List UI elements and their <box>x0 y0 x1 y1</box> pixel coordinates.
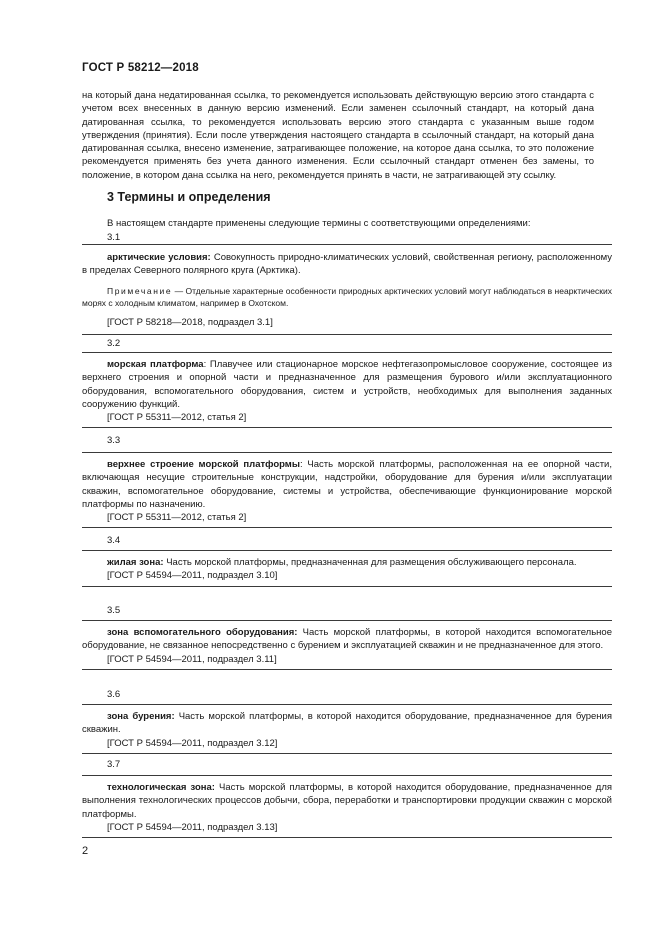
term-source: [ГОСТ Р 54594—2011, подраздел 3.13] <box>107 821 278 833</box>
term-name: морская платформа <box>107 359 204 370</box>
intro-paragraph: на который дана недатированная ссылка, то рекомендуется использовать действующую версию этого стандарта с учетом всех внесенных в данную версию изменений. Если заменен ссылочный стандарт, на который дана датированная ссылка, то рекомендуется использовать версию этого стандарта с указанным выше годом утверждения (принятия). Если после утверждения настоящего стандарта в ссылочный стандарт, на который дана датированная ссылка, внесено изменение, затрагивающее положение, на которое дана ссылка, то это положение рекомендуется применять без учета данного изменения. Если ссылочный стандарт отменен без замены, то положение, в котором дана ссылка на него, рекомендуется принять в части, не затрагивающей эту ссылку. <box>82 90 594 181</box>
term-number: 3.5 <box>107 605 121 616</box>
note-text: — Отдельные характерные особенности природных арктических условий могут наблюдаться в неарктических морях с холодным климатом, например в Охотском. <box>82 285 612 308</box>
section-title: 3 Термины и определения <box>107 190 271 204</box>
term-entry <box>82 620 612 670</box>
term-name: арктические условия: <box>107 252 211 263</box>
term-source: [ГОСТ Р 54594—2011, подраздел 3.11] <box>107 653 277 665</box>
term-number: 3.2 <box>107 338 121 349</box>
term-definition <box>82 358 612 411</box>
term-source: [ГОСТ Р 54594—2011, подраздел 3.12] <box>107 737 278 749</box>
term-number: 3.1 <box>107 232 121 243</box>
note-label: Примечание <box>107 285 173 296</box>
term-name: зона вспомогательного оборудования: <box>107 627 298 638</box>
term-definition <box>82 626 612 653</box>
section-intro: В настоящем стандарте применены следующие термины с соответствующими определениями: <box>107 218 531 229</box>
term-definition-text: Часть морской платформы, предназначенная для размещения обслуживающего персонала. <box>163 557 577 568</box>
term-entry <box>82 352 612 428</box>
term-number: 3.6 <box>107 689 121 700</box>
term-definition-text: : Плавучее или стационарное морское нефтегазопромысловое сооружение, состоящее из верхнего строения и опорной части и предназначенное для размещения бурового и/или эксплуатационного оборудования, вспомогательного оборудования, систем и устройств, необходимых для выполнения заданных сооружению функций. <box>82 359 613 410</box>
page-number: 2 <box>82 845 89 857</box>
term-note <box>82 285 612 309</box>
term-definition-text: Часть морской платформы, в которой находится вспомогательное оборудование, не связанное непосредственно с бурением и эксплуатацией скважин и не предназначенное для этого. <box>82 627 612 652</box>
term-source: [ГОСТ Р 55311—2012, статья 2] <box>107 412 247 424</box>
term-entry <box>82 775 612 838</box>
term-definition <box>82 251 612 278</box>
term-definition <box>82 458 612 511</box>
term-name: технологическая зона: <box>107 782 215 793</box>
document-header: ГОСТ Р 58212—2018 <box>82 62 199 74</box>
term-number: 3.3 <box>107 435 121 446</box>
term-source: [ГОСТ Р 54594—2011, подраздел 3.10] <box>107 570 278 582</box>
term-definition <box>82 781 612 821</box>
term-name: жилая зона: <box>107 557 164 568</box>
term-source: [ГОСТ Р 55311—2012, статья 2] <box>107 512 247 524</box>
term-entry <box>82 244 612 335</box>
term-definition-text: Часть морской платформы, в которой находится оборудование, предназначенное для бурения скважин. <box>82 711 612 736</box>
term-definition-text: : Часть морской платформы, расположенная на ее опорной части, включающая несущие строительные конструкции, надстройки, оборудование для бурения и/или эксплуатации скважин, вспомогательное оборудование, системы и устройства, обеспечивающие функционирование морской платформы по назначению. <box>82 459 613 510</box>
term-number: 3.7 <box>107 759 121 770</box>
term-number: 3.4 <box>107 535 121 546</box>
term-definition-text: Часть морской платформы, в которой находится оборудование, предназначенное для выполнения технологических процессов добычи, сбора, переработки и транспортировки продукции скважин с морской платформы. <box>82 782 613 820</box>
term-entry <box>82 452 612 528</box>
term-name: верхнее строение морской платформы <box>107 459 300 470</box>
term-entry <box>82 550 612 587</box>
term-entry <box>82 704 612 754</box>
term-definition-text: Совокупность природно-климатических условий, свойственная региону, расположенному в пределах Северного полярного круга (Арктика). <box>82 252 612 277</box>
term-definition <box>82 556 612 569</box>
term-name: зона бурения: <box>107 711 175 722</box>
term-source: [ГОСТ Р 58218—2018, подраздел 3.1] <box>107 316 273 328</box>
term-definition <box>82 710 612 737</box>
